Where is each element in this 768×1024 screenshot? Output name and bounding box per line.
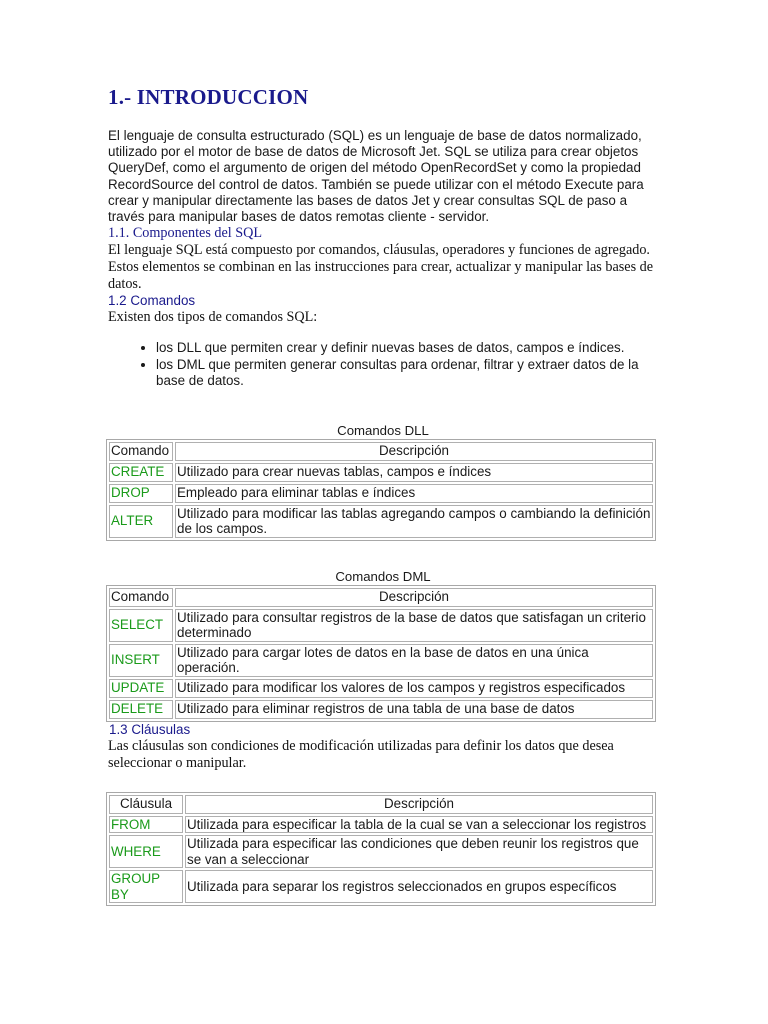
table-header-cell: Cláusula bbox=[109, 795, 183, 814]
table-row bbox=[109, 644, 653, 677]
table-header-row bbox=[109, 588, 653, 607]
list-item: • los DML que permiten generar consultas para ordenar, filtrar y extraer datos de la base de datos. bbox=[156, 357, 658, 390]
table-row bbox=[109, 700, 653, 719]
clause-cell: FROM bbox=[109, 816, 183, 834]
description-cell: Utilizada para especificar la tabla de la cual se van a seleccionar los registros bbox=[185, 816, 653, 834]
heading-clauses: 1.3 Cláusulas bbox=[109, 721, 191, 737]
heading-commands: 1.2 Comandos bbox=[108, 293, 196, 309]
command-cell: ALTER bbox=[109, 505, 173, 538]
description-cell: Utilizado para eliminar registros de una tabla de una base de datos bbox=[175, 700, 653, 719]
table-row bbox=[109, 679, 653, 698]
description-cell: Utilizado para modificar las tablas agregando campos o cambiando la definición de los campos. bbox=[175, 505, 653, 538]
heading-components: 1.1. Componentes del SQL bbox=[108, 225, 263, 242]
description-cell: Utilizada para especificar las condiciones que deben reunir los registros que se van a seleccionar bbox=[185, 835, 653, 868]
commands-list bbox=[108, 340, 658, 390]
table-header-cell: Comando bbox=[109, 442, 173, 461]
table-row bbox=[109, 835, 653, 868]
table-clauses bbox=[106, 792, 656, 907]
commands-paragraph: Existen dos tipos de comandos SQL: bbox=[108, 309, 318, 326]
list-item: • los DLL que permiten crear y definir nuevas bases de datos, campos e índices. bbox=[156, 340, 658, 357]
table-caption-dml: Comandos DML bbox=[335, 568, 431, 584]
description-cell: Utilizado para modificar los valores de los campos y registros especificados bbox=[175, 679, 653, 698]
table-row bbox=[109, 463, 653, 482]
table-header-row bbox=[109, 442, 653, 461]
command-cell: INSERT bbox=[109, 644, 173, 677]
description-cell: Empleado para eliminar tablas e índices bbox=[175, 484, 653, 503]
description-cell: Utilizado para cargar lotes de datos en la base de datos en una única operación. bbox=[175, 644, 653, 677]
intro-paragraph: El lenguaje de consulta estructurado (SQL) es un lenguaje de base de datos normalizado, utilizado por el motor de base de datos de Microsoft Jet. SQL se utiliza para crear objetos QueryDef, como el argumento de origen del método OpenRecordSet y como la propiedad RecordSource del control de datos. También se puede utilizar con el método Execute para crear y manipular directamente las bases de datos Jet y crear consultas SQL de paso a través para manipular bases de datos remotas cliente - servidor. bbox=[108, 128, 644, 225]
table-row bbox=[109, 505, 653, 538]
command-cell: UPDATE bbox=[109, 679, 173, 698]
table-header-cell: Descripción bbox=[175, 442, 653, 461]
description-cell: Utilizado para consultar registros de la base de datos que satisfagan un criterio determinado bbox=[175, 609, 653, 642]
command-cell: SELECT bbox=[109, 609, 173, 642]
table-row bbox=[109, 609, 653, 642]
components-paragraph: El lenguaje SQL está compuesto por comandos, cláusulas, operadores y funciones de agregado. Estos elementos se combinan en las instrucciones para crear, actualizar y manipular las bases de datos. bbox=[108, 242, 654, 293]
document-page bbox=[108, 84, 658, 906]
table-dml bbox=[106, 585, 656, 722]
clause-cell: WHERE bbox=[109, 835, 183, 868]
table-dll bbox=[106, 439, 656, 541]
command-cell: DROP bbox=[109, 484, 173, 503]
page-title: 1.- INTRODUCCION bbox=[108, 85, 309, 109]
clauses-paragraph: Las cláusulas son condiciones de modificación utilizadas para definir los datos que desea seleccionar o manipular. bbox=[108, 737, 614, 771]
clause-cell: GROUP BY bbox=[109, 870, 183, 903]
table-header-cell: Descripción bbox=[175, 588, 653, 607]
command-cell: CREATE bbox=[109, 463, 173, 482]
description-cell: Utilizado para crear nuevas tablas, campos e índices bbox=[175, 463, 653, 482]
table-row bbox=[109, 484, 653, 503]
table-row bbox=[109, 816, 653, 834]
table-header-row bbox=[109, 795, 653, 814]
table-caption-dll: Comandos DLL bbox=[337, 422, 429, 438]
command-cell: DELETE bbox=[109, 700, 173, 719]
table-header-cell: Comando bbox=[109, 588, 173, 607]
description-cell: Utilizada para separar los registros seleccionados en grupos específicos bbox=[185, 870, 653, 903]
table-header-cell: Descripción bbox=[185, 795, 653, 814]
table-row bbox=[109, 870, 653, 903]
